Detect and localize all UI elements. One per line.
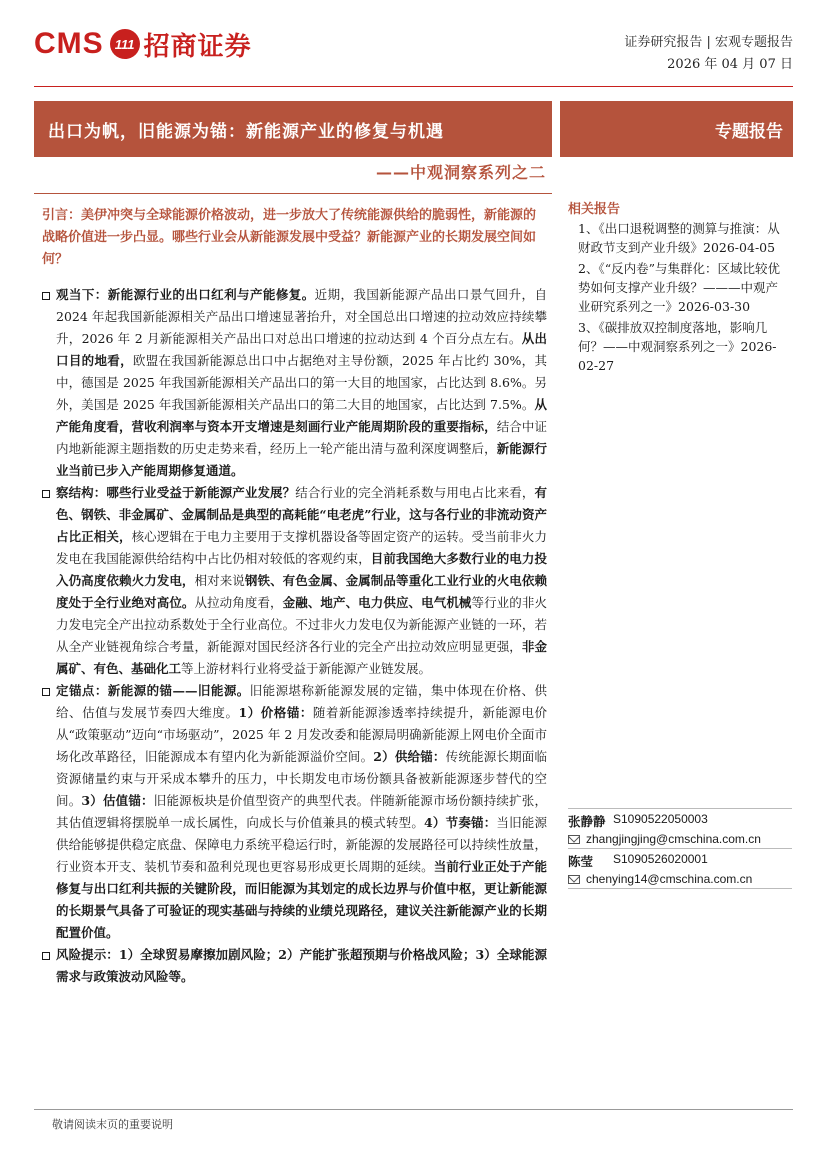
report-type: 证券研究报告 | 宏观专题报告 xyxy=(624,35,793,50)
bullet-icon xyxy=(42,292,50,300)
logo-seal-icon: 111 xyxy=(110,29,140,59)
header-meta xyxy=(624,32,793,76)
related-report-link[interactable]: 2、《“反内卷”与集群化：区域比较优势如何支撑产业升级？———中观产业研究系列之一》2026-03-30 xyxy=(578,261,780,314)
logo-text-en: CMS xyxy=(34,27,104,60)
logo-text-cn: 招商证券 xyxy=(143,31,252,62)
footer-divider xyxy=(34,1109,793,1110)
section-current-view: 观当下：新能源行业的出口红利与产能修复。近期，我国新能源产品出口景气回升，自 2024 年起我国新能源相关产品出口增速显著抬升，对全国总出口增速的拉动效应持续攀升，2026 年 2 月新能源相关产品出口对总出口增速的拉动达到 4 个百分点左右。从出口目的地看，欧盟在我国新能源总出口中占据绝对主导份额，2025 年占比约 30%，其中，德国是 2025 年我国新能源相关产品出口的第一大目的地国家，占比达到 8.6%。另外，美国是 2025 年我国新能源相关产品出口的第二大目的地国家，占比达到 7.5%。从产能角度看，营收利润率与资本开支增速是刻画行业产能周期阶段的重要指标，结合中证内地新能源主题指数的历史走势来看，经历上一轮产能出清与盈利深度调整后，新能源行业当前已步入产能周期修复通道。 xyxy=(42,284,547,482)
bullet-icon xyxy=(42,688,50,696)
title-bar xyxy=(34,101,552,157)
related-reports-heading: 相关报告 xyxy=(568,202,621,217)
broker-logo xyxy=(34,24,252,64)
report-title: 出口为帆，旧能源为锚：新能源产业的修复与机遇 xyxy=(48,121,444,142)
analyst-email[interactable]: chenying14@cmschina.com.cn xyxy=(586,872,753,886)
analyst-2 xyxy=(568,852,708,870)
analyst-1 xyxy=(568,812,708,830)
footer-disclaimer: 敬请阅读末页的重要说明 xyxy=(52,1118,173,1131)
bullet-icon xyxy=(42,490,50,498)
section-anchor: 定锚点：新能源的锚——旧能源。旧能源堪称新能源发展的定锚，集中体现在价格、供给、估值与发展节奏四大维度。1）价格锚：随着新能源渗透率持续提升，新能源电价从“政策驱动”迈向“市场驱动”，2025 年 2 月发改委和能源局明确新能源上网电价全面市场化改革路径，旧能源成本有望内化为新能源溢价空间。2）供给锚：传统能源长期面临资源储量约束与开采成本攀升的压力，中长期发电市场份额具备被新能源逐步替代的空间。3）估值锚：旧能源板块是价值型资产的典型代表。伴随新能源市场份额持续扩张，其估值逻辑将摆脱单一成长属性，向成长与价值兼具的模式转型。4）节奏锚：当旧能源供给能够提供稳定底盘、保障电力系统平稳运行时，新能源的发展路径可以持续性放量，行业资本开支、装机节奏和盈利兑现也更容易形成更长周期的延续。当前行业正处于产能修复与出口红利共振的关键阶段，而旧能源为其划定的成长边界与价值中枢，更让新能源的长期景气具备了可验证的现实基础与持续的业绩兑现路径，建议关注新能源产业的长期配置价值。 xyxy=(42,680,547,944)
related-report-link[interactable]: 3、《碳排放双控制度落地，影响几何？——中观洞察系列之一》2026-02-27 xyxy=(578,320,777,373)
analyst-license-id: S1090522050003 xyxy=(613,812,708,826)
bullet-icon xyxy=(42,952,50,960)
header-divider xyxy=(34,86,793,87)
intro-text: 引言：美伊冲突与全球能源价格波动，进一步放大了传统能源供给的脆弱性，新能源的战略价值进一步凸显。哪些行业会从新能源发展中受益？新能源产业的长期发展空间如何？ xyxy=(42,208,537,267)
related-reports-list xyxy=(578,219,790,377)
series-subtitle: ——中观洞察系列之二 xyxy=(375,163,546,182)
analyst-name: 陈莹 xyxy=(568,854,594,869)
email-icon xyxy=(568,875,580,884)
report-date: 2026 年 04 月 07 日 xyxy=(667,57,793,72)
title-divider xyxy=(34,193,552,194)
related-report-link[interactable]: 1、《出口退税调整的测算与推演：从财政节支到产业升级》2026-04-05 xyxy=(578,221,780,255)
analyst-divider xyxy=(568,808,792,809)
analyst-license-id: S1090526020001 xyxy=(613,852,708,866)
analyst-divider xyxy=(568,848,792,849)
analyst-name: 张静静 xyxy=(568,814,606,829)
report-body xyxy=(42,284,547,988)
section-structure: 察结构：哪些行业受益于新能源产业发展？结合行业的完全消耗系数与用电占比来看，有色、钢铁、非金属矿、金属制品是典型的高耗能“电老虎”行业，这与各行业的非流动资产占比正相关，核心逻辑在于电力主要用于支撑机器设备等固定资产的运转。受当前非火力发电在我国能源供给结构中占比仍相对较低的客观约束，目前我国绝大多数行业的电力投入仍高度依赖火力发电，相对来说钢铁、有色金属、金属制品等重化工业行业的火电依赖度处于全行业绝对高位。从拉动角度看，金融、地产、电力供应、电气机械等行业的非火力发电完全产出拉动系数处于全行业高位。不过非火力发电仅为新能源产业链的一环，若从全产业链视角综合考量，新能源对国民经济各行业的完全产出拉动效应明显更强，非金属矿、有色、基础化工等上游材料行业将受益于新能源产业链发展。 xyxy=(42,482,547,680)
report-category-tag: 专题报告 xyxy=(560,101,793,157)
analyst-email[interactable]: zhangjingjing@cmschina.com.cn xyxy=(586,832,761,846)
section-risk: 风险提示：1）全球贸易摩擦加剧风险；2）产能扩张超预期与价格战风险；3）全球能源需求与政策波动风险等。 xyxy=(42,944,547,988)
analyst-divider xyxy=(568,888,792,889)
email-icon xyxy=(568,835,580,844)
